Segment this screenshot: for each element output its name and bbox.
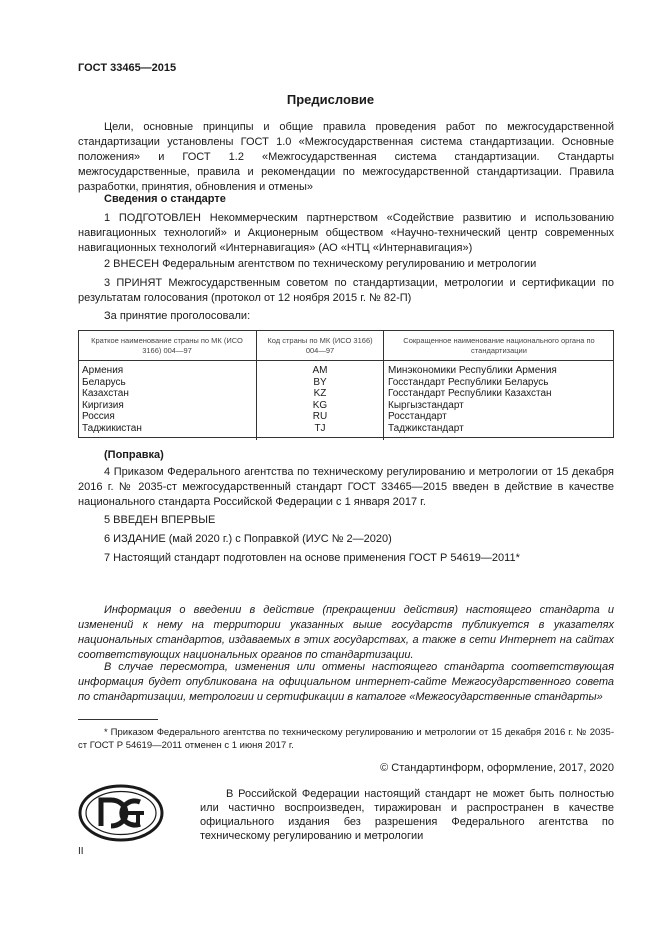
table-cell-code: RU: [257, 411, 384, 423]
footnote: * Приказом Федерального агентства по техническому регулированию и метрологии от 15 декабря 2016 г. № 2035-ст ГОСТ Р 54619—2011 отменен с 1 июня 2017 г.: [78, 727, 614, 751]
table-row: [78, 377, 614, 389]
table-row: [78, 388, 614, 400]
item-6: 6 ИЗДАНИЕ (май 2020 г.) с Поправкой (ИУС № 2—2020): [104, 533, 392, 545]
amendment-heading: (Поправка): [104, 449, 164, 461]
copyright: © Стандартинформ, оформление, 2017, 2020: [380, 762, 614, 774]
table-row: [78, 361, 614, 377]
item-3: 3 ПРИНЯТ Межгосударственным советом по стандартизации, метрологии и сертификации по результатам голосования (протокол от 12 ноября 2015 г. № 82-П): [78, 277, 614, 304]
item-4: 4 Приказом Федерального агентства по техническому регулированию и метрологии от 15 декабря 2016 г. № 2035-ст межгосударственный стандарт ГОСТ 33465—2015 введен в действие в качестве национального стандарта Российской Федерации с 1 января 2017 г.: [78, 466, 614, 508]
table-cell-country: Казахстан: [82, 388, 129, 399]
table-cell-code: KZ: [257, 388, 384, 400]
document-code: ГОСТ 33465—2015: [78, 62, 177, 74]
table-row: [78, 400, 614, 412]
table-row: [78, 411, 614, 423]
table-cell-body: Минэкономики Республики Армения: [384, 361, 615, 377]
table-header-body: Сокращенное наименование национального органа по стандартизации: [384, 330, 615, 361]
info-note-revision: В случае пересмотра, изменения или отмены настоящего стандарта соответствующая информация будет опубликована на официальном интернет-сайте Межгосударственного совета по стандартизации, метрологии и сертификации в каталоге «Межгосударственные стандарты»: [78, 661, 614, 703]
table-cell-country: Таджикистан: [82, 422, 142, 434]
reproduction-notice: В Российской Федерации настоящий стандарт не может быть полностью или частично воспроизведен, тиражирован и распространен в качестве официального издания без разрешения Федерального агентства по техническому регулированию и метрологии: [200, 788, 614, 842]
table-cell-body: Росстандарт: [384, 411, 615, 423]
item-1: 1 ПОДГОТОВЛЕН Некоммерческим партнерством «Содействие развитию и использованию навигационных технологий» и Акционерным обществом «Научно-технический центр современных навигационных технологий «Интернавигация» (АО «НТЦ «Интернавигация»): [78, 212, 614, 254]
intro-paragraph: Цели, основные принципы и общие правила проведения работ по межгосударственной стандартизации установлены ГОСТ 1.0 «Межгосударственная система стандартизации. Основные положения» и ГОСТ 1.2 «Межгосударственная система стандартизации. Стандарты межгосударственные, правила и рекомендации по межгосударственной стандартизации. Правила разработки, принятия, обновления и отмены»: [78, 121, 614, 193]
info-heading: Сведения о стандарте: [104, 193, 226, 205]
gost-logo-icon: [78, 784, 164, 842]
info-note-publication: Информация о введении в действие (прекращении действия) настоящего стандарта и изменений к нему на территории указанных выше государств публикуется в указателях национальных стандартов, издаваемых в этих государствах, а также в сети Интернет на сайтах соответствующих национальных органов по стандартизации.: [78, 604, 614, 661]
vote-label: За принятие проголосовали:: [104, 310, 251, 322]
table-cell-body: Таджикстандарт: [384, 423, 615, 441]
table-header-country: Краткое наименование страны по МК (ИСО 3166) 004—97: [78, 330, 257, 361]
table-cell-country: Беларусь: [82, 376, 126, 388]
item-5: 5 ВВЕДЕН ВПЕРВЫЕ: [104, 514, 216, 526]
footnote-divider: [78, 719, 158, 720]
item-2: 2 ВНЕСЕН Федеральным агентством по техническому регулированию и метрологии: [104, 258, 537, 270]
voting-table: [78, 330, 614, 440]
table-cell-country: Армения: [82, 365, 124, 376]
table-row: [78, 423, 614, 441]
table-header-row: [78, 330, 614, 361]
table-cell-body: Кыргызстандарт: [384, 400, 615, 412]
table-cell-code: AM: [257, 361, 384, 377]
table-cell-body: Госстандарт Республики Казахстан: [384, 388, 615, 400]
table-cell-country: Киргизия: [82, 399, 124, 411]
table-cell-country: Россия: [82, 411, 115, 422]
page-title: Предисловие: [286, 92, 375, 107]
item-7: 7 Настоящий стандарт подготовлен на основе применения ГОСТ Р 54619—2011*: [104, 552, 520, 564]
table-cell-code: TJ: [257, 423, 384, 441]
table-header-code: Код страны по МК (ИСО 3166) 004—97: [257, 330, 384, 361]
table-cell-body: Госстандарт Республики Беларусь: [384, 377, 615, 389]
table-cell-code: KG: [257, 400, 384, 412]
page-number: II: [78, 846, 84, 857]
table-cell-code: BY: [257, 377, 384, 389]
